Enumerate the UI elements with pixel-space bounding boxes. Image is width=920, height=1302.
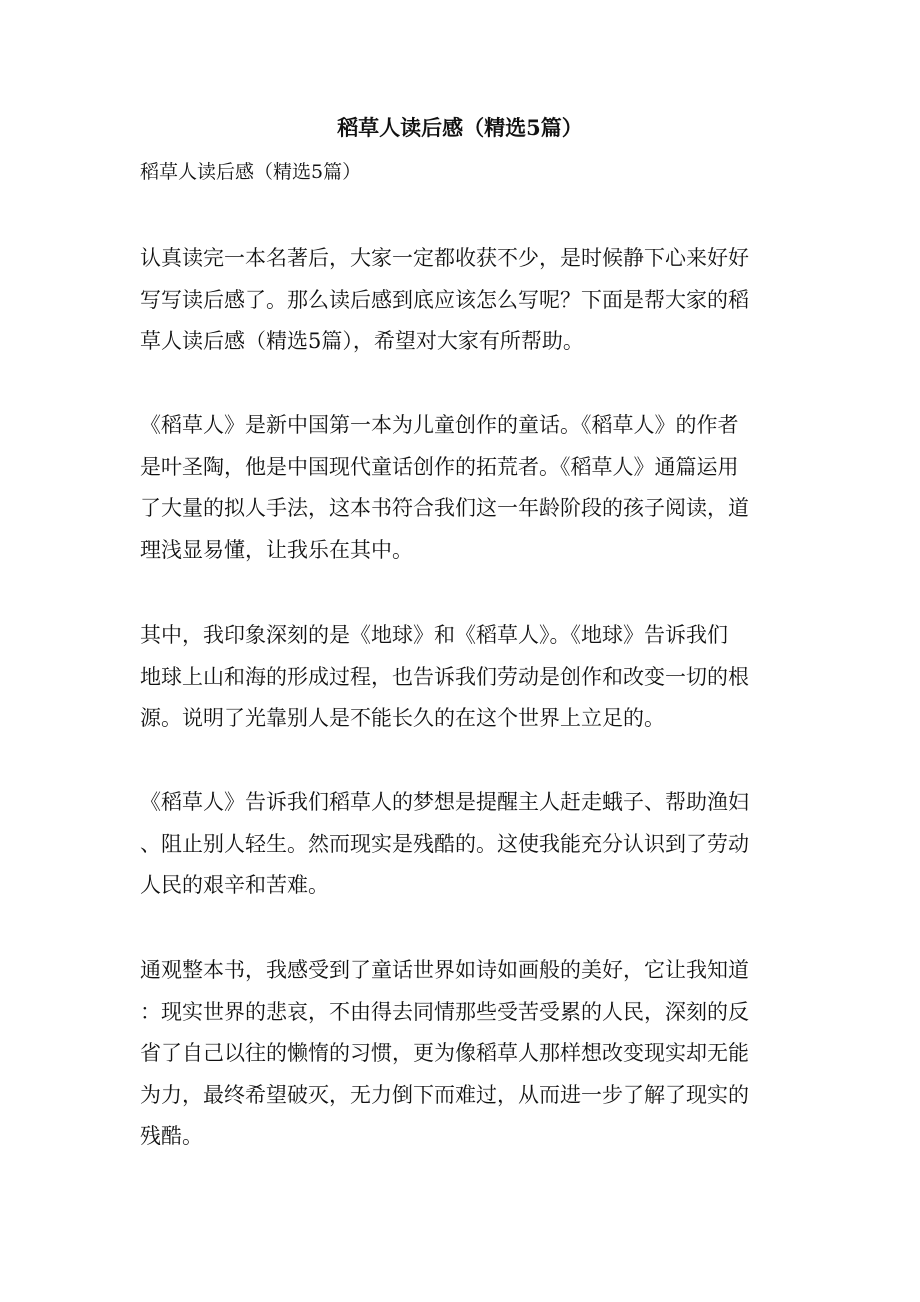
paragraph-3 bbox=[140, 615, 790, 740]
document-subtitle: 稻草人读后感（精选5篇） bbox=[140, 161, 362, 183]
paragraph-line: 《稻草人》告诉我们稻草人的梦想是提醒主人赶走蛾子、帮助渔妇 bbox=[140, 790, 749, 814]
paragraph-line: 通观整本书，我感受到了童话世界如诗如画般的美好，它让我知道 bbox=[140, 958, 749, 982]
paragraph-line: 《稻草人》是新中国第一本为儿童创作的童话。《稻草人》的作者 bbox=[140, 413, 739, 437]
paragraph-5 bbox=[140, 950, 790, 1158]
paragraph-line: 残酷。 bbox=[140, 1124, 203, 1148]
document-title: 稻草人读后感（精选5篇） bbox=[337, 115, 583, 140]
paragraph-line: ：现实世界的悲哀，不由得去同情那些受苦受累的人民，深刻的反 bbox=[140, 999, 749, 1024]
paragraph-line: 草人读后感（精选5篇），希望对大家有所帮助。 bbox=[140, 329, 584, 353]
paragraph-line: 其中，我印象深刻的是《地球》和《稻草人》。《地球》告诉我们 bbox=[140, 623, 728, 647]
paragraph-line: 是叶圣陶，他是中国现代童话创作的拓荒者。《稻草人》通篇运用 bbox=[140, 454, 739, 479]
paragraph-line: 人民的艰辛和苦难。 bbox=[140, 873, 329, 897]
paragraph-line: 为力，最终希望破灭，无力倒下而难过，从而进一步了解了现实的 bbox=[140, 1082, 749, 1107]
paragraph-line: 地球上山和海的形成过程，也告诉我们劳动是创作和改变一切的根 bbox=[140, 664, 749, 689]
paragraph-line: 写写读后感了。那么读后感到底应该怎么写呢？下面是帮大家的稻 bbox=[140, 287, 749, 312]
paragraph-line: 、阻止别人轻生。然而现实是残酷的。这使我能充分认识到了劳动 bbox=[140, 831, 749, 856]
paragraph-line: 认真读完一本名著后，大家一定都收获不少，是时候静下心来好好 bbox=[140, 246, 749, 270]
paragraph-4 bbox=[140, 782, 790, 907]
paragraph-line: 了大量的拟人手法，这本书符合我们这一年龄阶段的孩子阅读，道 bbox=[140, 496, 749, 520]
paragraph-line: 理浅显易懂，让我乐在其中。 bbox=[140, 537, 413, 562]
paragraph-intro bbox=[140, 238, 790, 363]
paragraph-2 bbox=[140, 405, 790, 571]
paragraph-line: 省了自己以往的懒惰的习惯，更为像稻草人那样想改变现实却无能 bbox=[140, 1041, 749, 1065]
paragraph-line: 源。说明了光靠别人是不能长久的在这个世界上立足的。 bbox=[140, 706, 665, 730]
